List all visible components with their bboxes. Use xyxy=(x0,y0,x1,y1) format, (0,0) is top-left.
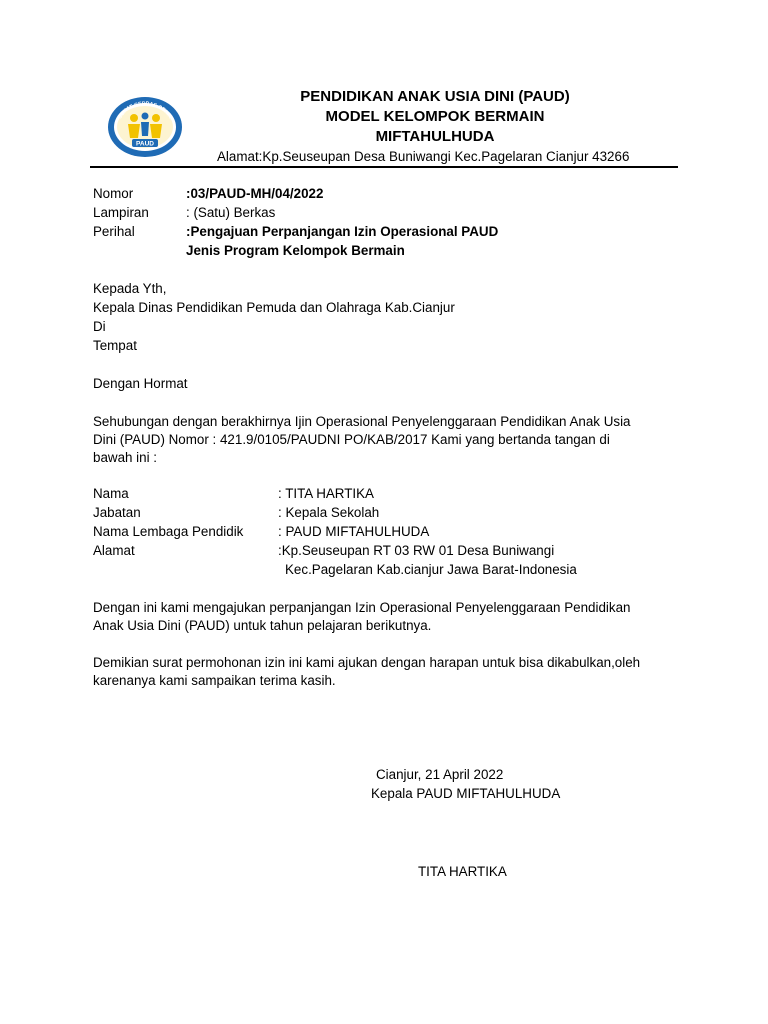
letterhead-line1: PENDIDIKAN ANAK USIA DINI (PAUD) xyxy=(300,88,570,105)
nama-value: : TITA HARTIKA xyxy=(278,486,374,501)
body1-line1: Dengan ini kami mengajukan perpanjangan Izin Operasional Penyelenggaraan Pendidikan xyxy=(93,600,631,615)
recipient-line1: Kepada Yth, xyxy=(93,281,167,296)
closing-signatory: TITA HARTIKA xyxy=(418,864,507,879)
closing-place-date: Cianjur, 21 April 2022 xyxy=(376,767,504,782)
intro-line2: Dini (PAUD) Nomor : 421.9/0105/PAUDNI PO/KAB/2017 Kami yang bertanda tangan di xyxy=(93,432,610,447)
perihal-value-line2: Jenis Program Kelompok Bermain xyxy=(186,243,405,258)
perihal-value-line1: :Pengajuan Perpanjangan Izin Operasional PAUD xyxy=(186,224,499,239)
closing-position: Kepala PAUD MIFTAHULHUDA xyxy=(371,786,561,801)
recipient-line3: Di xyxy=(93,319,106,334)
recipient-line4: Tempat xyxy=(93,338,137,353)
letterhead-address: Alamat:Kp.Seuseupan Desa Buniwangi Kec.Pagelaran Cianjur 43266 xyxy=(217,149,630,164)
perihal-label: Perihal xyxy=(93,224,135,239)
alamat-value-line1: :Kp.Seuseupan RT 03 RW 01 Desa Buniwangi xyxy=(278,543,555,558)
body2-line2: karenanya kami sampaikan terima kasih. xyxy=(93,673,336,688)
nomor-label: Nomor xyxy=(93,186,134,201)
letterhead-line3: MIFTAHULHUDA xyxy=(375,128,495,145)
lampiran-label: Lampiran xyxy=(93,205,149,220)
logo-top-text: SEHAT CERDAS CERIA xyxy=(117,100,173,120)
letterhead-rule xyxy=(90,166,678,168)
intro-line3: bawah ini : xyxy=(93,450,158,465)
body2-line1: Demikian surat permohonan izin ini kami ajukan dengan harapan untuk bisa dikabulkan,oleh xyxy=(93,655,641,670)
body1-line2: Anak Usia Dini (PAUD) untuk tahun pelajaran berikutnya. xyxy=(93,618,432,633)
alamat-label: Alamat xyxy=(93,543,135,558)
letterhead-line2: MODEL KELOMPOK BERMAIN xyxy=(325,108,545,125)
jabatan-label: Jabatan xyxy=(93,505,141,520)
recipient-line2: Kepala Dinas Pendidikan Pemuda dan Olahraga Kab.Cianjur xyxy=(93,300,455,315)
lembaga-label: Nama Lembaga Pendidik xyxy=(93,524,244,539)
jabatan-value: : Kepala Sekolah xyxy=(278,505,380,520)
greeting: Dengan Hormat xyxy=(93,376,188,391)
lampiran-value: : (Satu) Berkas xyxy=(186,205,276,220)
paud-logo xyxy=(107,96,183,158)
intro-line1: Sehubungan dengan berakhirnya Ijin Operasional Penyelenggaraan Pendidikan Anak Usia xyxy=(93,414,631,429)
nomor-value: :03/PAUD-MH/04/2022 xyxy=(186,186,324,201)
nama-label: Nama xyxy=(93,486,129,501)
alamat-value-line2: Kec.Pagelaran Kab.cianjur Jawa Barat-Indonesia xyxy=(285,562,577,577)
lembaga-value: : PAUD MIFTAHULHUDA xyxy=(278,524,430,539)
logo-bottom-text: PAUD xyxy=(136,140,154,148)
